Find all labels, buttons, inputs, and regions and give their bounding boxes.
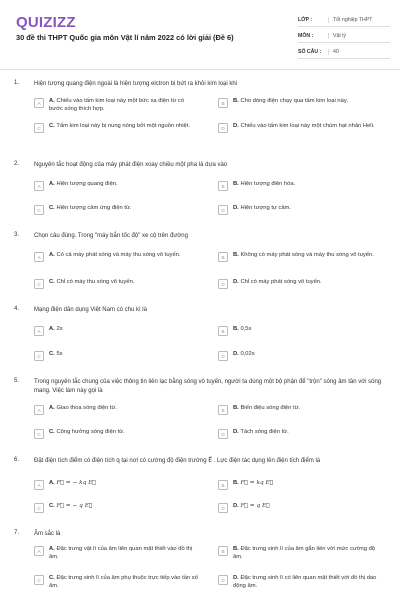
option-text: 0,5s — [240, 326, 252, 332]
option-b[interactable] — [218, 252, 383, 265]
question-text: Âm sắc là — [34, 531, 61, 537]
info-value: Vật lý — [328, 33, 390, 39]
option-letter-box: C — [34, 123, 44, 133]
info-row-count — [298, 46, 390, 59]
question-number: 5. — [14, 378, 20, 384]
option-letter-box: D — [218, 429, 228, 439]
option-letter-box: C — [34, 503, 44, 513]
option-prefix: B. — [233, 326, 239, 332]
option-d[interactable] — [218, 351, 383, 364]
question-number: 6. — [14, 457, 20, 463]
option-text: Chỉ có máy phát sóng vô tuyến. — [240, 279, 322, 285]
option-prefix: C. — [49, 503, 55, 509]
option-b[interactable] — [218, 326, 383, 339]
option-text: Đặc trưng sinh lí của âm gắn liền với mức cường độ âm. — [233, 546, 376, 560]
option-text: Hiện tượng cảm ứng điện từ. — [56, 205, 132, 211]
option-a[interactable] — [34, 405, 199, 418]
page-title: 30 đề thi THPT Quốc gia môn Vật lí năm 2022 có lời giải (Đề 6) — [16, 33, 234, 42]
option-d[interactable] — [218, 123, 383, 136]
option-letter-box: A — [34, 326, 44, 336]
info-value: 40 — [328, 49, 390, 55]
option-letter-box: D — [218, 279, 228, 289]
option-prefix: A. — [49, 546, 55, 552]
option-prefix: D. — [233, 123, 239, 129]
option-letter-box: D — [218, 503, 228, 513]
option-prefix: A. — [49, 326, 55, 332]
option-prefix: C. — [49, 123, 55, 129]
option-a[interactable] — [34, 98, 199, 111]
question-text: Chọn câu đúng. Trong "máy bắn tốc độ" xe cộ trên đường — [34, 233, 188, 239]
option-prefix: D. — [233, 429, 239, 435]
option-c[interactable] — [34, 205, 199, 218]
option-prefix: C. — [49, 205, 55, 211]
option-prefix: B. — [233, 252, 239, 258]
option-text: 2s — [56, 326, 63, 332]
option-letter-box: D — [218, 205, 228, 215]
option-text: Giao thoa sóng điện từ. — [56, 405, 118, 411]
info-row-class — [298, 14, 390, 27]
question-number: 1. — [14, 80, 20, 86]
option-b[interactable] — [218, 405, 383, 418]
option-d[interactable] — [218, 429, 383, 442]
option-letter-box: A — [34, 252, 44, 262]
option-letter-box: A — [34, 480, 44, 490]
option-text: 0,02s — [240, 351, 255, 357]
option-letter-box: C — [34, 575, 44, 585]
option-text: Có cả máy phát sóng và máy thu sóng vô tuyến. — [56, 252, 181, 258]
option-letter-box: B — [218, 480, 228, 490]
option-prefix: A. — [49, 181, 55, 187]
option-text: Hiện tượng tự cảm. — [240, 205, 291, 211]
option-letter-box: C — [34, 279, 44, 289]
option-letter-box: B — [218, 181, 228, 191]
option-a[interactable] — [34, 181, 199, 194]
option-prefix: D. — [233, 279, 239, 285]
question-text: Mạng điện dân dụng Việt Nam có chu kì là — [34, 307, 147, 313]
option-text: Hiện tượng điện hóa. — [240, 181, 296, 187]
info-key: MÔN : — [298, 33, 314, 39]
info-table — [298, 14, 390, 62]
option-prefix: C. — [49, 575, 55, 581]
info-row-subject — [298, 30, 390, 43]
option-letter-box: D — [218, 575, 228, 585]
option-prefix: B. — [233, 480, 239, 486]
option-text: Biến điệu sóng điện từ. — [240, 405, 301, 411]
option-letter-box: C — [34, 429, 44, 439]
option-c[interactable] — [34, 123, 199, 136]
option-formula: F⃗ = q E⃗ — [240, 503, 270, 509]
option-d[interactable] — [218, 575, 383, 588]
option-d[interactable] — [218, 205, 383, 218]
option-a[interactable] — [34, 480, 199, 493]
option-formula: F⃗ = − kq E⃗ — [56, 480, 96, 486]
option-text: Đặc trưng sinh lí của âm phụ thuộc trực tiếp vào tần số âm. — [49, 575, 198, 589]
option-text: Đặc trưng vật lí của âm liên quan mật thiết vào đồ thị âm. — [49, 546, 193, 560]
option-letter-box: C — [34, 351, 44, 361]
option-a[interactable] — [34, 326, 199, 339]
option-letter-box: B — [218, 326, 228, 336]
header-divider — [0, 69, 400, 70]
option-formula: F⃗ = − q E⃗ — [56, 503, 93, 509]
option-text: Tách sóng điện từ. — [240, 429, 289, 435]
option-prefix: A. — [49, 252, 55, 258]
question-number: 2. — [14, 161, 20, 167]
option-c[interactable] — [34, 279, 199, 292]
option-prefix: B. — [233, 98, 239, 104]
option-text: Cộng hưởng sóng điện từ. — [56, 429, 125, 435]
option-prefix: C. — [49, 351, 55, 357]
option-a[interactable] — [34, 252, 199, 265]
info-key: LỚP : — [298, 17, 313, 23]
option-b[interactable] — [218, 181, 383, 194]
option-d[interactable] — [218, 279, 383, 292]
option-letter-box: B — [218, 546, 228, 556]
worksheet-header — [0, 0, 400, 62]
option-b[interactable] — [218, 546, 383, 559]
question-number: 4. — [14, 306, 20, 312]
option-letter-box: B — [218, 98, 228, 108]
option-prefix: B. — [233, 181, 239, 187]
option-prefix: C. — [49, 429, 55, 435]
option-text: Chỉ có máy thu sóng vô tuyến. — [56, 279, 135, 285]
question-text: Nguyên tắc hoạt động của máy phát điện xoay chiều một pha là dựa vào — [34, 162, 228, 168]
option-b[interactable] — [218, 98, 383, 111]
option-text: Đặc trưng sinh lí có liên quan mật thiết với đồ thị dao động âm. — [233, 575, 377, 589]
option-letter-box: A — [34, 98, 44, 108]
option-c[interactable] — [34, 575, 199, 588]
option-prefix: D. — [233, 351, 239, 357]
quizizz-logo: QUIZIZZ — [16, 14, 76, 31]
question-text: Trong nguyên tắc chung của việc thông tin liên lạc bằng sóng vô tuyến, người ta dùng một bộ phận để "trộn" sóng âm tần với sóng mang. Việc làm này gọi là — [34, 379, 382, 394]
option-text: Chiếu vào tấm kim loại này một bức xạ điện từ có bước sóng thích hợp. — [49, 98, 185, 112]
option-prefix: B. — [233, 546, 239, 552]
option-d[interactable] — [218, 503, 383, 516]
option-text: Không có máy phát sóng và máy thu sóng vô tuyến. — [240, 252, 374, 258]
option-prefix: D. — [233, 575, 239, 581]
option-letter-box: A — [34, 546, 44, 556]
option-prefix: B. — [233, 405, 239, 411]
option-prefix: D. — [233, 205, 239, 211]
option-prefix: C. — [49, 279, 55, 285]
option-letter-box: B — [218, 252, 228, 262]
option-letter-box: D — [218, 123, 228, 133]
option-formula: F⃗ = kq E⃗ — [240, 480, 274, 486]
option-prefix: A. — [49, 405, 55, 411]
option-letter-box: C — [34, 205, 44, 215]
info-value: Tốt nghiệp THPT — [328, 17, 390, 23]
option-prefix: A. — [49, 98, 55, 104]
question-text: Đặt điện tích điểm có điện tích q tại nơi có cường độ điện trường E⃗ . Lực điện tác dụng lên điện tích điểm là — [34, 458, 321, 464]
option-prefix: D. — [233, 503, 239, 509]
option-text: Tấm kim loại này bị nung nóng bởi một nguồn nhiệt. — [56, 123, 190, 129]
question-text: Hiện tượng quang điện ngoài là hiện tượng elctron bị bứt ra khỏi kim loại khi — [34, 81, 238, 87]
option-text: Hiện tượng quang điện. — [56, 181, 118, 187]
option-letter-box: D — [218, 351, 228, 361]
option-b[interactable] — [218, 480, 383, 493]
info-key: SỐ CÂU : — [298, 49, 322, 55]
option-text: Chiếu vào tấm kim loại này một chùm hạt nhân Heli. — [240, 123, 375, 129]
option-text: 5s — [56, 351, 63, 357]
option-letter-box: A — [34, 181, 44, 191]
question-number: 7. — [14, 530, 20, 536]
question-number: 3. — [14, 232, 20, 238]
option-letter-box: B — [218, 405, 228, 415]
option-a[interactable] — [34, 546, 199, 559]
option-c[interactable] — [34, 429, 199, 442]
option-prefix: A. — [49, 480, 55, 486]
option-c[interactable] — [34, 351, 199, 364]
option-text: Cho dòng điện chạy qua tấm kim loại này. — [240, 98, 348, 104]
option-letter-box: A — [34, 405, 44, 415]
option-c[interactable] — [34, 503, 199, 516]
